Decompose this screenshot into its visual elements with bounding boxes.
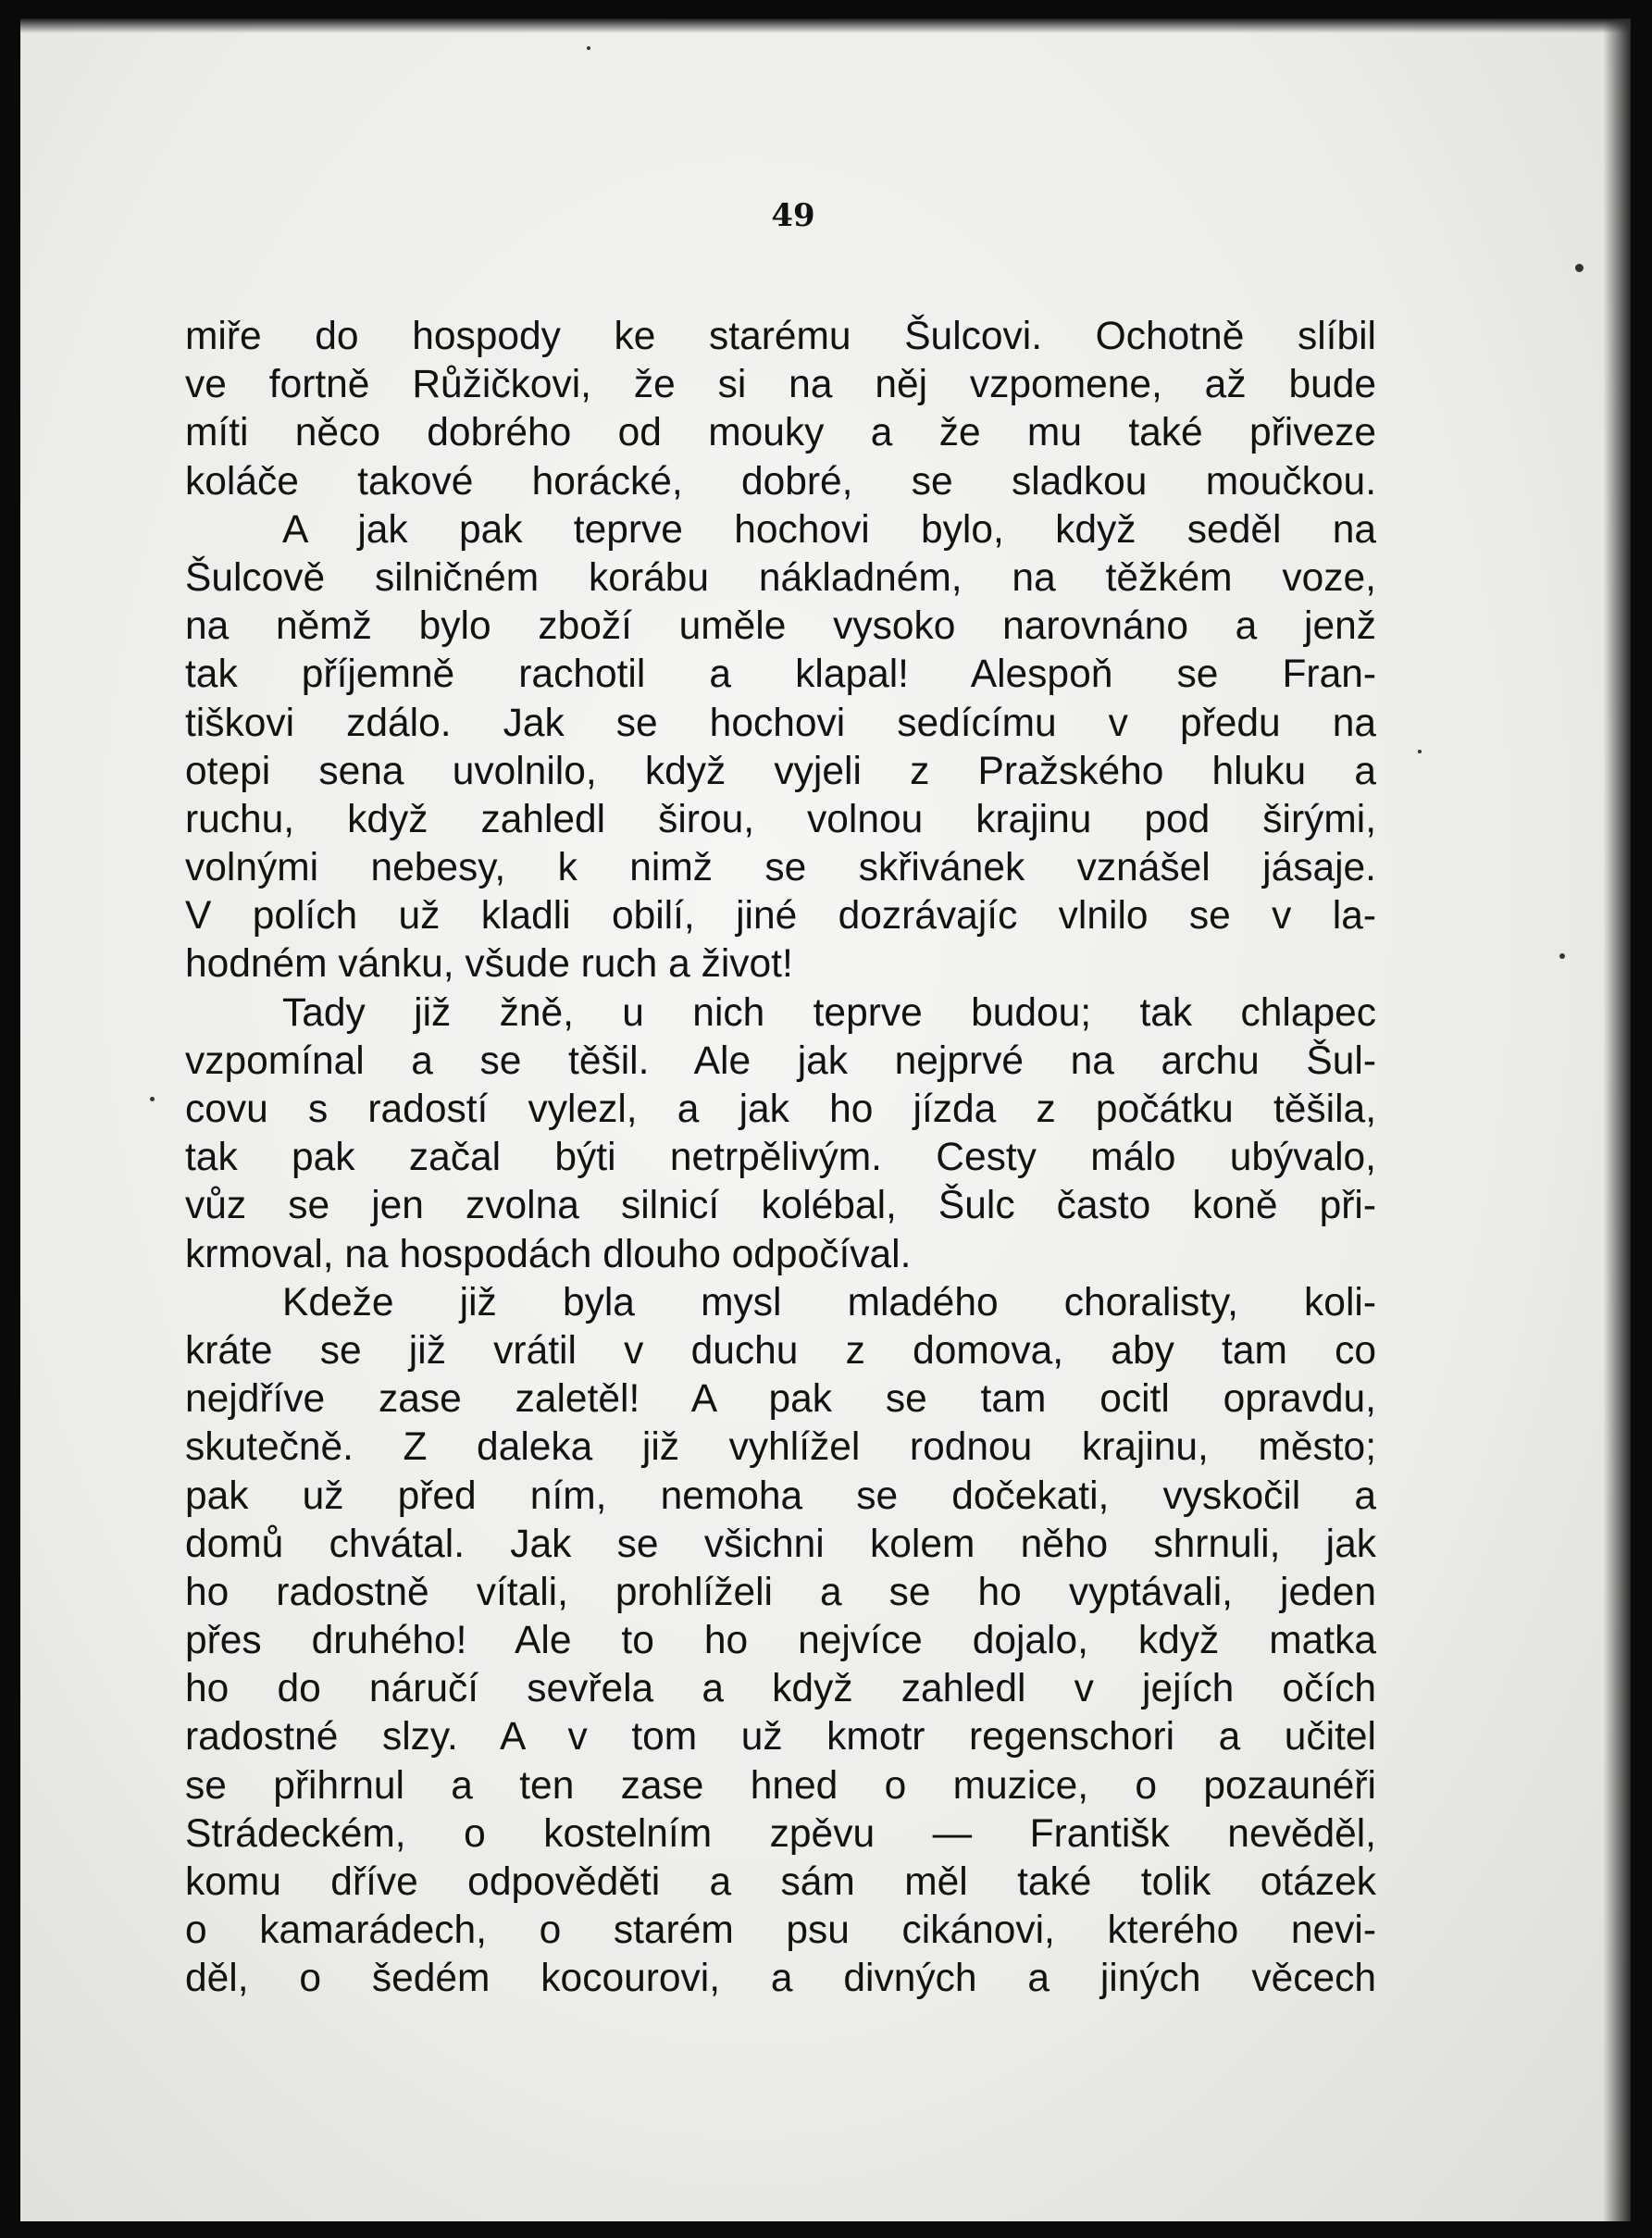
- text-line: tiškovi zdálo. Jak se hochovi sedícímu v předu na: [185, 701, 1376, 745]
- text-line: otepi sena uvolnilo, když vyjeli z Pražského hluku a: [185, 749, 1376, 793]
- scan-speck: [1575, 264, 1584, 272]
- text-line: tak příjemně rachotil a klapal! Alespoň se Fran-: [185, 653, 1376, 697]
- text-line: radostné slzy. A v tom už kmotr regenschori a učitel: [185, 1715, 1376, 1759]
- scan-speck: [587, 46, 590, 50]
- scan-speck: [1418, 750, 1422, 753]
- text-line: domů chvátal. Jak se všichni kolem něho shrnuli, jak: [185, 1522, 1376, 1566]
- text-line: ho radostně vítali, prohlíželi a se ho vyptávali, jeden: [185, 1570, 1376, 1614]
- text-line: kráte se již vrátil v duchu z domova, aby tam co: [185, 1328, 1376, 1373]
- text-line: o kamarádech, o starém psu cikánovi, kterého nevi-: [185, 1909, 1376, 1953]
- text-line: covu s radostí vylezl, a jak ho jízda z počátku těšila,: [185, 1088, 1376, 1131]
- text-line: volnými nebesy, k nimž se skřivánek vznášel jásaje.: [185, 846, 1376, 890]
- text-line: miře do hospody ke starému Šulcovi. Ochotně slíbil: [185, 315, 1376, 358]
- body-text: [185, 313, 1376, 2004]
- text-line: Tady již žně, u nich teprve budou; tak chlapec: [282, 990, 1376, 1035]
- text-line: skutečně. Z daleka již vyhlížel rodnou krajinu, město;: [185, 1425, 1376, 1470]
- page-number: 49: [771, 197, 815, 234]
- text-line: se přihrnul a ten zase hned o muzice, o pozaunéři: [185, 1763, 1376, 1808]
- text-line: ve fortně Růžičkovi, že si na něj vzpomene, až bude: [185, 363, 1376, 407]
- book-page: [20, 19, 1631, 2221]
- text-line: A jak pak teprve hochovi bylo, když seděl na: [282, 507, 1376, 552]
- text-line: V polích už kladli obilí, jiné dozrávajíc vlnilo se v la-: [185, 894, 1376, 939]
- text-line: tak pak začal býti netrpělivým. Cesty málo ubývalo,: [185, 1136, 1376, 1180]
- text-line: ruchu, když zahledl širou, volnou krajinu pod širými,: [185, 797, 1376, 841]
- text-line: pak už před ním, nemoha se dočekati, vyskočil a: [185, 1473, 1376, 1518]
- text-line: hodném vánku, všude ruch a život!: [185, 942, 793, 987]
- text-line: koláče takové horácké, dobré, se sladkou moučkou.: [185, 459, 1376, 504]
- text-line: na němž bylo zboží uměle vysoko narovnáno a jenž: [185, 604, 1376, 649]
- text-line: nejdříve zase zaletěl! A pak se tam ocitl opravdu,: [185, 1377, 1376, 1422]
- text-line: Kdeže již byla mysl mladého choralisty, koli-: [282, 1280, 1376, 1324]
- text-line: míti něco dobrého od mouky a že mu také přiveze: [185, 411, 1376, 455]
- text-line: vůz se jen zvolna silnicí kolébal, Šulc často koně při-: [185, 1184, 1376, 1228]
- text-line: přes druhého! Ale to ho nejvíce dojalo, když matka: [185, 1619, 1376, 1663]
- text-line: Strádeckém, o kostelním zpěvu — Františk nevěděl,: [185, 1811, 1376, 1856]
- scan-speck: [1559, 953, 1565, 959]
- text-line: krmoval, na hospodách dlouho odpočíval.: [185, 1232, 912, 1276]
- text-line: ho do náručí sevřela a když zahledl v jejích očích: [185, 1667, 1376, 1711]
- text-line: Šulcově silničném korábu nákladném, na těžkém voze,: [185, 555, 1376, 600]
- text-line: vzpomínal a se těšil. Ale jak nejprvé na archu Šul-: [185, 1038, 1376, 1083]
- scan-speck: [150, 1097, 155, 1101]
- text-line: děl, o šedém kocourovi, a divných a jiných věcech: [185, 1957, 1376, 2001]
- text-line: komu dříve odpověděti a sám měl také tolik otázek: [185, 1860, 1376, 1904]
